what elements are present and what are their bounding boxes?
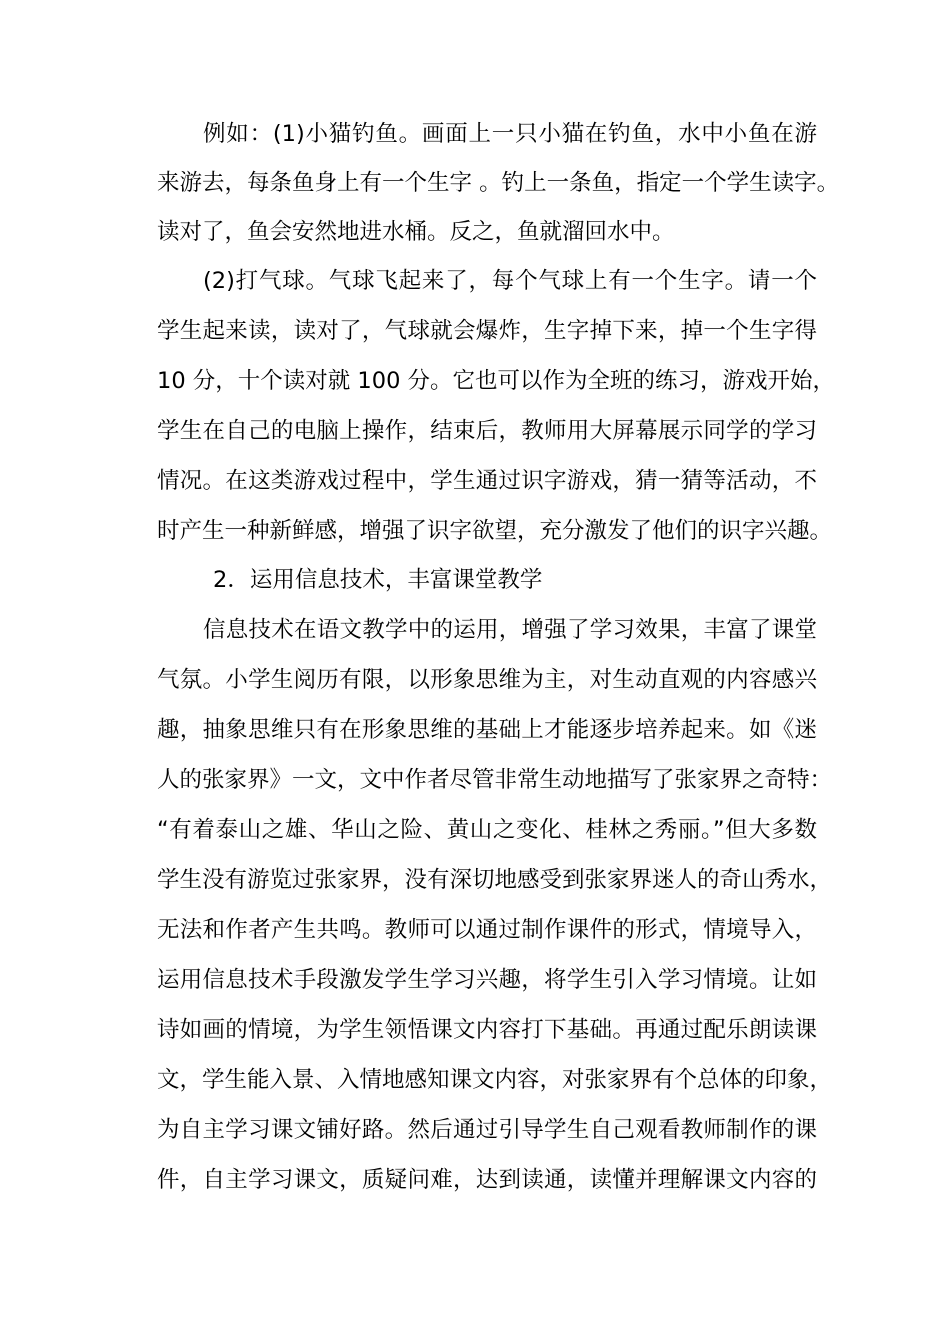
paragraph-line: 趣，抽象思维只有在形象思维的基础上才能逐步培养起来。如《迷 [157,717,817,743]
paragraph-line: 诗如画的情境，为学生领悟课文内容打下基础。再通过配乐朗读课 [157,1017,817,1043]
paragraph-line: 为自主学习课文铺好路。然后通过引导学生自己观看教师制作的课 [157,1117,817,1143]
paragraph-line: “有着泰山之雄、华山之险、黄山之变化、桂林之秀丽。”但大多数 [157,817,817,843]
paragraph-line: 来游去，每条鱼身上有一个生字 。钓上一条鱼，指定一个学生读字。 [157,170,840,196]
paragraph-line: 10 分，十个读对就 100 分。它也可以作为全班的练习，游戏开始， [157,368,836,394]
paragraph-line: 例如：(1)小猫钓鱼。画面上一只小猫在钓鱼，水中小鱼在游 [203,121,817,147]
paragraph-line: 学生起来读，读对了，气球就会爆炸，生字掉下来，掉一个生字得 [157,318,817,344]
paragraph-line: 学生没有游览过张家界，没有深切地感受到张家界迷人的奇山秀水， [157,867,833,893]
paragraph-line: 信息技术在语文教学中的运用，增强了学习效果，丰富了课堂 [203,617,817,643]
paragraph-line: 运用信息技术手段激发学生学习兴趣，将学生引入学习情境。让如 [157,967,817,993]
paragraph-line: 气氛。小学生阅历有限，以形象思维为主，对生动直观的内容感兴 [157,667,817,693]
paragraph-line: 情况。在这类游戏过程中，学生通过识字游戏，猜一猜等活动，不 [157,468,817,494]
paragraph-line: 无法和作者产生共鸣。教师可以通过制作课件的形式，情境导入， [157,917,817,943]
paragraph-line: (2)打气球。气球飞起来了，每个气球上有一个生字。请一个 [203,268,817,294]
paragraph-line: 时产生一种新鲜感，增强了识字欲望，充分激发了他们的识字兴趣。 [157,518,833,544]
paragraph-line: 文，学生能入景、入情地感知课文内容，对张家界有个总体的印象， [157,1067,833,1093]
paragraph-line: 学生在自己的电脑上操作，结束后，教师用大屏幕展示同学的学习 [157,418,817,444]
paragraph-line: 人的张家界》一文，文中作者尽管非常生动地描写了张家界之奇特： [157,767,833,793]
section-heading: 2．运用信息技术，丰富课堂教学 [213,567,543,593]
paragraph-line: 件，自主学习课文，质疑问难，达到读通，读懂并理解课文内容的 [157,1167,817,1193]
paragraph-line: 读对了，鱼会安然地进水桶。反之，鱼就溜回水中。 [157,219,675,245]
